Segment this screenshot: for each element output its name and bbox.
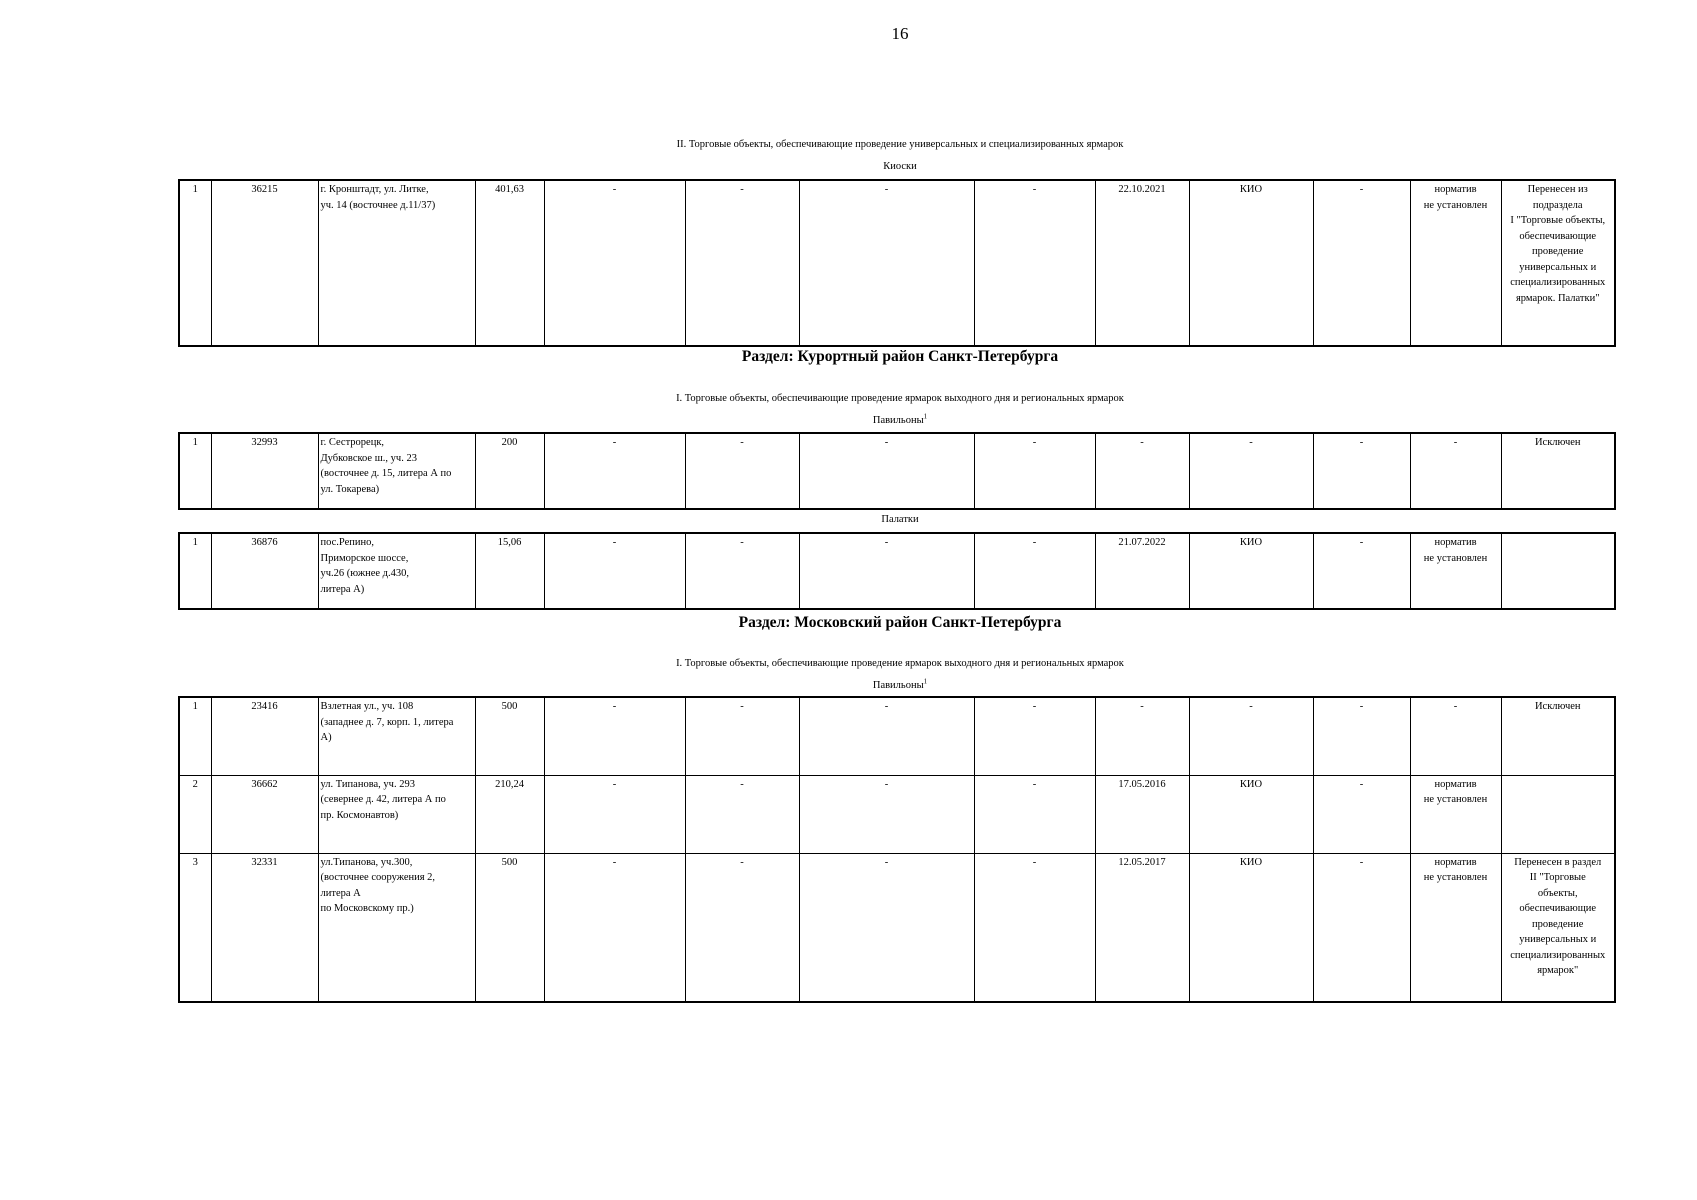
cell-col7: - <box>799 533 974 609</box>
cell-area: 500 <box>475 853 544 1002</box>
kron-caption: II. Торговые объекты, обеспечивающие проведение универсальных и специализированных ярмарок <box>676 139 1124 150</box>
cell-address-line: ул. Типанова, уч. 293 <box>320 778 415 790</box>
cell-norm-line: не установлен <box>1423 199 1488 211</box>
cell-norm-line: норматив <box>1434 778 1477 790</box>
cell-row-number: 3 <box>179 853 211 1002</box>
table-kurort-pavilions <box>178 432 1616 510</box>
cell-date: 12.05.2017 <box>1095 853 1189 1002</box>
cell-col6: - <box>685 853 799 1002</box>
cell-area: 210,24 <box>475 775 544 853</box>
cell-row-number: 1 <box>179 180 211 346</box>
cell-address-line: по Московскому пр.) <box>320 903 414 914</box>
cell-col6: - <box>685 180 799 346</box>
cell-norm-line: не установлен <box>1423 794 1488 805</box>
cell-date: - <box>1095 697 1189 775</box>
cell-col5: - <box>544 853 685 1002</box>
cell-address-line: (восточнее сооружения 2, <box>320 872 436 883</box>
cell-address-line: (восточнее д. 15, литера А по <box>320 468 452 479</box>
cell-address <box>318 433 475 509</box>
cell-col8: - <box>974 433 1095 509</box>
cell-organization: КИО <box>1189 533 1313 609</box>
cell-note-line: универсальных и <box>1519 934 1597 945</box>
cell-area: 500 <box>475 697 544 775</box>
cell-address-line: литера А <box>320 887 361 899</box>
cell-note-line: Исключен <box>1534 701 1581 712</box>
cell-col8: - <box>974 853 1095 1002</box>
cell-object-id: 32993 <box>211 433 318 509</box>
cell-row-number: 1 <box>179 533 211 609</box>
cell-address <box>318 853 475 1002</box>
cell-col5: - <box>544 180 685 346</box>
cell-note-line: универсальных и <box>1519 261 1597 273</box>
cell-address-line: г. Кронштадт, ул. Литке, <box>320 184 429 195</box>
cell-organization: КИО <box>1189 180 1313 346</box>
cell-col5: - <box>544 433 685 509</box>
kurort-subcaption-tents: Палатки <box>881 514 919 525</box>
cell-object-id: 32331 <box>211 853 318 1002</box>
cell-address-line: пос.Репино, <box>320 537 375 548</box>
cell-col6: - <box>685 697 799 775</box>
table-kron-kiosks <box>178 179 1616 347</box>
cell-address-line: Дубковское ш., уч. 23 <box>320 452 417 464</box>
mosk-subcaption-pavilions: Павильоны$^1$ <box>872 677 928 691</box>
cell-col6: - <box>685 775 799 853</box>
cell-col8: - <box>974 697 1095 775</box>
cell-organization: КИО <box>1189 853 1313 1002</box>
cell-col8: - <box>974 180 1095 346</box>
cell-note-line: Перенесен в раздел <box>1514 856 1602 868</box>
table-row <box>179 433 1615 509</box>
cell-col11: - <box>1313 433 1410 509</box>
section-title-kurort: Раздел: Курортный район Санкт-Петербурга <box>741 348 1059 365</box>
cell-note <box>1501 775 1615 853</box>
cell-address-line: литера А) <box>320 583 365 595</box>
cell-note-line: специализированных <box>1510 949 1606 961</box>
cell-address <box>318 180 475 346</box>
cell-col7: - <box>799 775 974 853</box>
cell-norm-line: - <box>1453 701 1458 712</box>
cell-norm <box>1410 775 1501 853</box>
table-row <box>179 697 1615 775</box>
table-mosk-pavilions <box>178 696 1616 1003</box>
cell-area: 200 <box>475 433 544 509</box>
cell-note-line: Перенесен из <box>1527 184 1588 195</box>
cell-address-line: уч. 14 (восточнее д.11/37) <box>320 199 436 211</box>
cell-note-line: обеспечивающие <box>1519 230 1597 242</box>
cell-col8: - <box>974 775 1095 853</box>
cell-address-line: пр. Космонавтов) <box>320 809 399 821</box>
cell-col8: - <box>974 533 1095 609</box>
cell-note <box>1501 433 1615 509</box>
cell-note-line: специализированных <box>1510 277 1606 288</box>
cell-col7: - <box>799 433 974 509</box>
table-kurort-tents <box>178 532 1616 610</box>
cell-norm-line: норматив <box>1434 184 1477 195</box>
cell-address-line: Приморское шоссе, <box>320 552 409 564</box>
cell-norm-line: норматив <box>1434 537 1477 548</box>
cell-address <box>318 775 475 853</box>
cell-note-line: подраздела <box>1532 199 1583 211</box>
cell-col11: - <box>1313 533 1410 609</box>
cell-address-line: ул. Токарева) <box>320 483 380 495</box>
cell-note <box>1501 533 1615 609</box>
cell-note-line: II "Торговые <box>1529 872 1586 883</box>
cell-norm-line: норматив <box>1434 856 1477 868</box>
cell-object-id: 23416 <box>211 697 318 775</box>
cell-row-number: 1 <box>179 697 211 775</box>
cell-note <box>1501 697 1615 775</box>
cell-address-line: (западнее д. 7, корп. 1, литера <box>320 716 454 728</box>
cell-address-line: г. Сестрорецк, <box>320 437 385 448</box>
kurort-subcaption-pavilions: Павильоны$^1$ <box>872 412 928 426</box>
cell-date: 21.07.2022 <box>1095 533 1189 609</box>
cell-note-line: проведение <box>1532 246 1584 257</box>
cell-area: 15,06 <box>475 533 544 609</box>
cell-col7: - <box>799 180 974 346</box>
cell-col11: - <box>1313 180 1410 346</box>
cell-norm <box>1410 853 1501 1002</box>
cell-col5: - <box>544 775 685 853</box>
cell-col5: - <box>544 697 685 775</box>
cell-row-number: 2 <box>179 775 211 853</box>
cell-col6: - <box>685 433 799 509</box>
cell-norm-line: не установлен <box>1423 872 1488 883</box>
cell-note-line: I "Торговые объекты, <box>1510 215 1606 226</box>
cell-col5: - <box>544 533 685 609</box>
mosk-caption: I. Торговые объекты, обеспечивающие проведение ярмарок выходного дня и региональных ярмарок <box>676 658 1124 669</box>
cell-row-number: 1 <box>179 433 211 509</box>
cell-norm <box>1410 180 1501 346</box>
cell-note-line: обеспечивающие <box>1519 903 1597 914</box>
cell-col7: - <box>799 853 974 1002</box>
cell-organization: - <box>1189 433 1313 509</box>
table-row <box>179 775 1615 853</box>
kron-subcaption: Киоски <box>883 161 917 172</box>
cell-note <box>1501 180 1615 346</box>
cell-address-line: (севернее д. 42, литера А по <box>320 794 446 805</box>
cell-col6: - <box>685 533 799 609</box>
cell-col11: - <box>1313 775 1410 853</box>
cell-address-line: ул.Типанова, уч.300, <box>320 856 413 868</box>
cell-col7: - <box>799 697 974 775</box>
table-row <box>179 853 1615 1002</box>
page-number: 16 <box>891 24 909 43</box>
cell-address-line: Взлетная ул., уч. 108 <box>320 701 414 712</box>
cell-address-line: уч.26 (южнее д.430, <box>320 568 410 579</box>
cell-norm <box>1410 697 1501 775</box>
cell-note-line: ярмарок. Палатки" <box>1515 292 1600 304</box>
cell-organization: КИО <box>1189 775 1313 853</box>
cell-note <box>1501 853 1615 1002</box>
cell-norm-line: не установлен <box>1423 552 1488 564</box>
cell-address-line: А) <box>320 732 332 743</box>
table-row <box>179 180 1615 346</box>
section-title-mosk: Раздел: Московский район Санкт-Петербурга <box>738 614 1062 631</box>
cell-note-line: ярмарок" <box>1537 965 1579 976</box>
cell-note-line: проведение <box>1532 918 1584 930</box>
cell-date: - <box>1095 433 1189 509</box>
cell-address <box>318 697 475 775</box>
cell-note-line: Исключен <box>1534 437 1581 448</box>
cell-date: 17.05.2016 <box>1095 775 1189 853</box>
cell-norm-line: - <box>1453 437 1458 448</box>
cell-address <box>318 533 475 609</box>
cell-object-id: 36876 <box>211 533 318 609</box>
cell-note-line: объекты, <box>1537 887 1578 899</box>
cell-organization: - <box>1189 697 1313 775</box>
cell-norm <box>1410 533 1501 609</box>
table-row <box>179 533 1615 609</box>
cell-area: 401,63 <box>475 180 544 346</box>
kurort-caption: I. Торговые объекты, обеспечивающие проведение ярмарок выходного дня и региональных ярмарок <box>676 393 1124 404</box>
cell-col11: - <box>1313 697 1410 775</box>
cell-date: 22.10.2021 <box>1095 180 1189 346</box>
cell-object-id: 36662 <box>211 775 318 853</box>
cell-object-id: 36215 <box>211 180 318 346</box>
cell-norm <box>1410 433 1501 509</box>
cell-col11: - <box>1313 853 1410 1002</box>
